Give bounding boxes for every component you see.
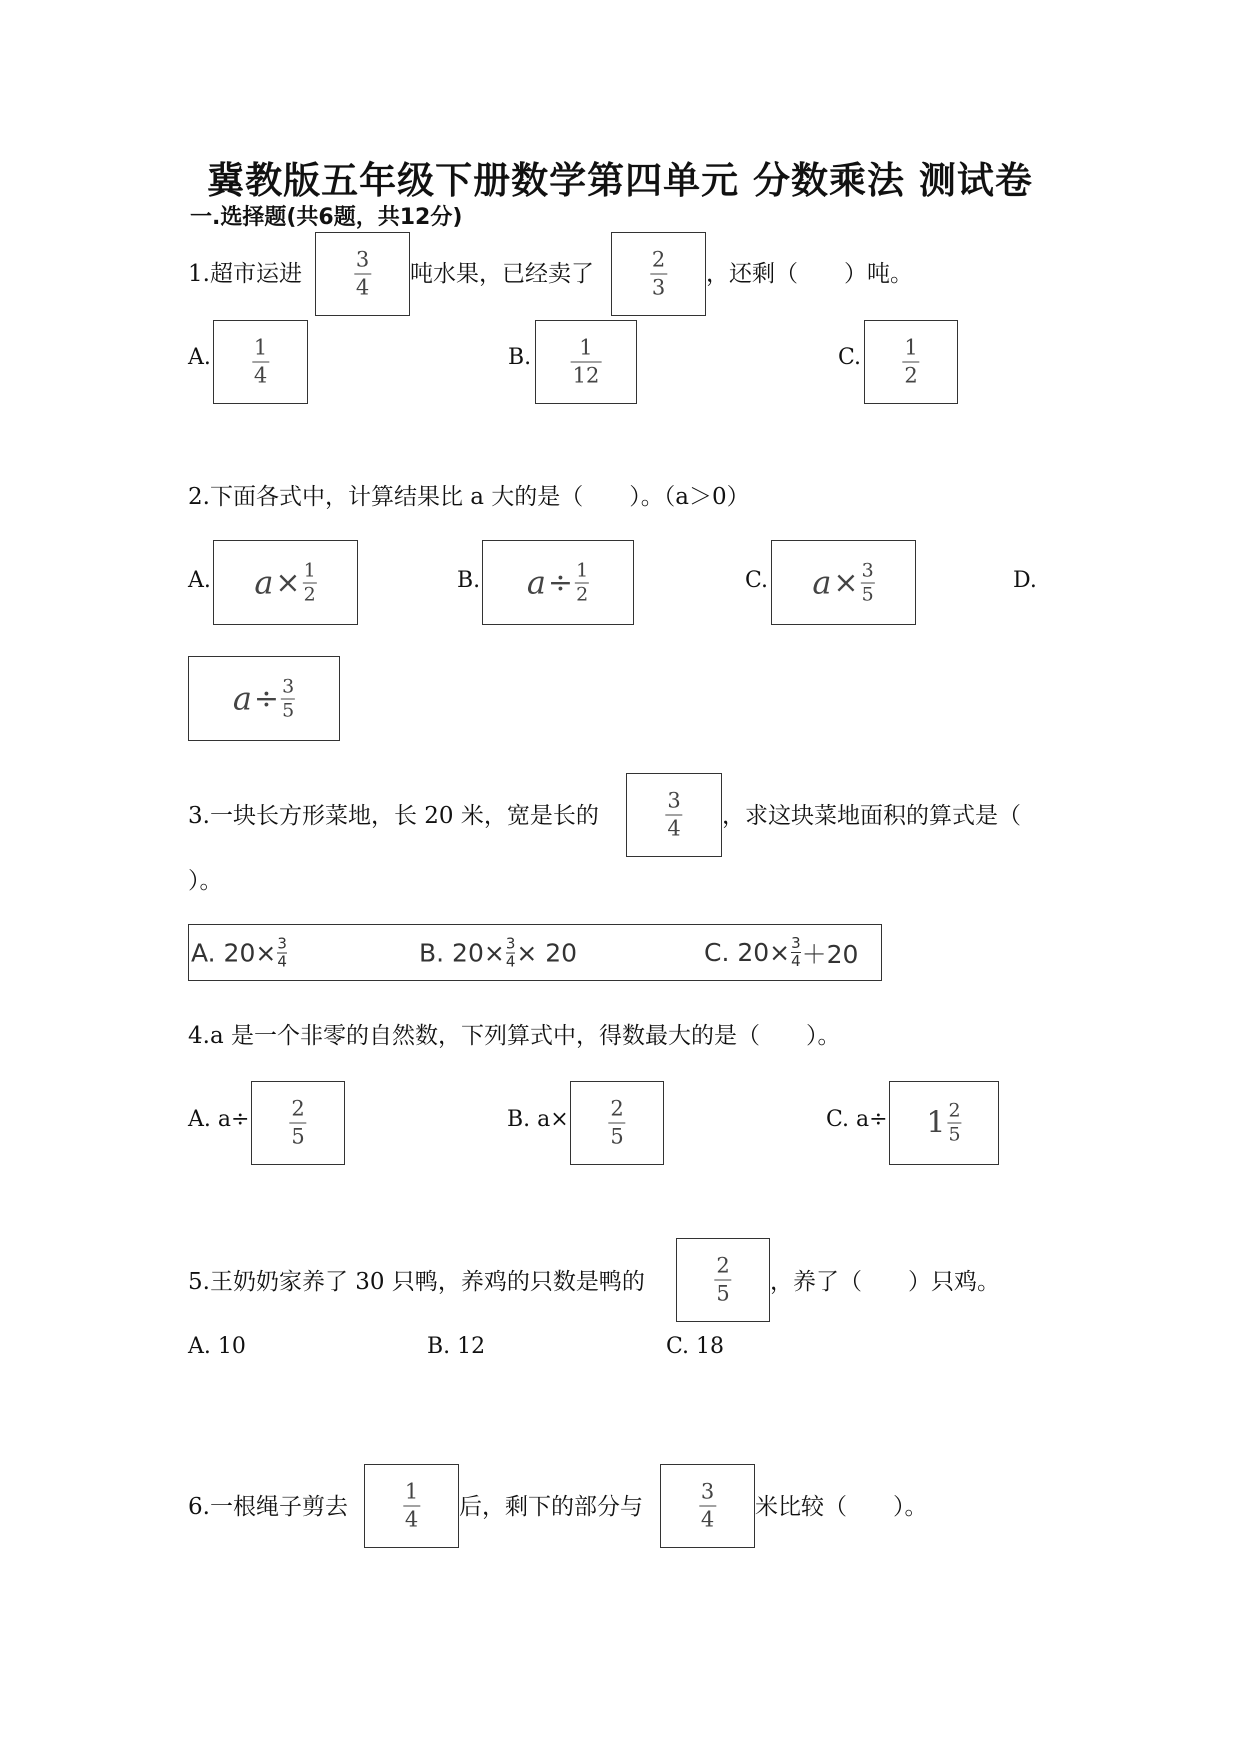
q4-option-b-box: $\frac{2}{5}$ [570,1081,664,1165]
q1-fraction-box-2 [611,232,706,316]
q1-text-part1: 1.超市运进 [188,261,302,287]
q1-fraction-2: $\frac{2}{3}$ [651,247,666,300]
q1-option-b-box: $\frac{1}{12}$ [535,320,637,404]
q5-option-b: B. 12 [427,1334,486,1359]
q4-option-b-label: B. a× [507,1107,569,1132]
q5-text-part1: 5.王奶奶家养了 30 只鸭，养鸡的只数是鸭的 [188,1269,645,1295]
q6-fraction-box-2: $\frac{3}{4}$ [660,1464,755,1548]
q3-fraction-box: $\frac{3}{4}$ [626,773,722,857]
q2-option-b-box: a ÷ $\frac{1}{2}$ [482,540,634,625]
q6-fraction-box-1: $\frac{1}{4}$ [364,1464,459,1548]
q1-fraction-box-1 [315,232,410,316]
q4-option-a-box: $\frac{2}{5}$ [251,1081,345,1165]
q5-option-c: C. 18 [666,1334,725,1359]
q1-option-c-box: $\frac{1}{2}$ [864,320,958,404]
q4-option-c-label: C. a÷ [826,1107,888,1132]
q1-fraction-1: $\frac{3}{4}$ [355,247,370,300]
q3-text-part2: ，求这块菜地面积的算式是（ [722,803,1021,829]
page-title: 冀教版五年级下册数学第四单元 分数乘法 测试卷 [207,159,1033,202]
q3-option-a: A. 20× $\frac{3}{4}$ [191,934,287,970]
q4-option-c-box: 1 2 5 [889,1081,999,1165]
section-heading: 一.选择题(共6题，共12分) [190,205,463,230]
q1-option-c-label: C. [838,345,862,370]
q3-text-part3: ）。 [188,868,223,894]
q2-option-c-label: C. [745,568,769,593]
q2-option-a-label: A. [188,568,211,593]
q5-option-a: A. 10 [188,1334,246,1359]
q2-option-c-box: a × $\frac{3}{5}$ [771,540,916,625]
q6-text-part1: 6.一根绳子剪去 [188,1494,348,1520]
q5-fraction-box: $\frac{2}{5}$ [676,1238,770,1322]
q6-text-part2: 后，剩下的部分与 [459,1494,643,1520]
q2-option-d-label: D. [1013,568,1037,593]
q1-option-a-label: A. [188,345,211,370]
q1-text-part3: ，还剩（ ）吨。 [706,261,913,287]
q2-option-d-box: a ÷ $\frac{3}{5}$ [188,656,340,741]
q1-option-a-box: $\frac{1}{4}$ [213,320,308,404]
q3-option-b: B. 20× $\frac{3}{4}$ × 20 [419,934,578,970]
q5-text-part2: ，养了（ ）只鸡。 [770,1269,1000,1295]
q1-option-b-label: B. [508,345,532,370]
q4-text: 4.a 是一个非零的自然数，下列算式中，得数最大的是（ ）。 [188,1023,841,1049]
q3-options-box [188,924,882,981]
q3-text-part1: 3.一块长方形菜地，长 20 米，宽是长的 [188,803,599,829]
q2-text: 2.下面各式中，计算结果比 a 大的是（ ）。（a＞0） [188,484,750,510]
q6-text-part3: 米比较（ ）。 [755,1494,928,1520]
q4-option-a-label: A. a÷ [188,1107,250,1132]
q2-option-b-label: B. [457,568,481,593]
q3-option-c: C. 20× $\frac{3}{4}$ ＋20 [704,934,859,970]
q2-option-a-box: a × $\frac{1}{2}$ [213,540,358,625]
q1-text-part2: 吨水果，已经卖了 [410,261,594,287]
